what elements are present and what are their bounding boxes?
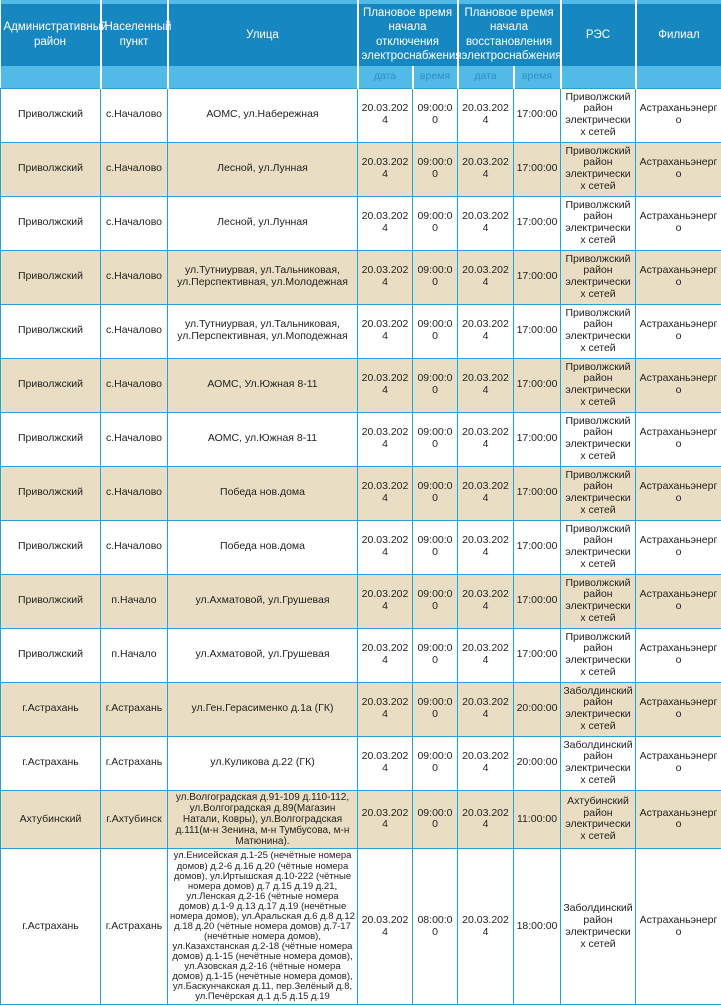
settlement-cell: г.Астрахань — [101, 849, 168, 1005]
restore-time-cell: 17:00:00 — [514, 142, 561, 196]
restore-time-cell: 17:00:00 — [514, 250, 561, 304]
res-cell: Приволжский район электрических сетей — [561, 520, 636, 574]
settlement-cell: с.Началово — [101, 358, 168, 412]
street-cell: ул.Енисейская д.1-25 (нечётные номера домов) д.2-6 д.16 д.20 (чётные номера домов), ул.Иртышская д.10-222 (чётные номера домов) д.7 д.15 д.19 д.21, ул.Ленская д.2-16 (чётные номера домов) д.1-9 д.13 д.17 д.19 (нечётные номера домов), ул.Аральская д.6 д.8 д.12 д.18 д.20 (чётные номера домов) д.7-17 (нечётные номера домов), ул.Казахстанская д.2-18 (чётные номера домов) д.1-15 (нечётные номера домов), ул.Азовская д.2-16 (чётные номера домов) д.1-15 (нечётные номера домов), ул.Баскунчакская д.11, пер.Зелёный д.8, ул.Печёрская д.1 д.5 д.15 д.19 — [168, 849, 358, 1005]
table-row — [1, 574, 721, 628]
subheader-outage-date: дата — [358, 66, 413, 89]
branch-cell: Астраханьэнерго — [636, 196, 721, 250]
col-header-res: РЭС — [561, 4, 636, 66]
header-row — [1, 4, 721, 66]
outage-time-cell: 09:00:00 — [413, 466, 458, 520]
street-cell: ул.Тутниурвая, ул.Тальниковая, ул.Перспективная, ул.Молодежная — [168, 250, 358, 304]
outage-time-cell: 09:00:00 — [413, 628, 458, 682]
branch-cell: Астраханьэнерго — [636, 682, 721, 736]
outage-date-cell: 20.03.2024 — [358, 849, 413, 1005]
outage-time-cell: 09:00:00 — [413, 790, 458, 849]
street-cell: Лесной, ул.Лунная — [168, 196, 358, 250]
outage-date-cell: 20.03.2024 — [358, 196, 413, 250]
branch-cell: Астраханьэнерго — [636, 88, 721, 142]
restore-time-cell: 11:00:00 — [514, 790, 561, 849]
restore-time-cell: 17:00:00 — [514, 628, 561, 682]
restore-date-cell: 20.03.2024 — [458, 250, 514, 304]
district-cell: Приволжский — [1, 304, 101, 358]
street-cell: ул.Ген.Герасименко д.1а (ГК) — [168, 682, 358, 736]
res-cell: Ахтубинский район электрических сетей — [561, 790, 636, 849]
outage-time-cell: 09:00:00 — [413, 250, 458, 304]
district-cell: Приволжский — [1, 574, 101, 628]
outage-time-cell: 09:00:00 — [413, 304, 458, 358]
restore-date-cell: 20.03.2024 — [458, 304, 514, 358]
res-cell: Приволжский район электрических сетей — [561, 304, 636, 358]
table-body — [1, 88, 721, 1005]
res-cell: Заболдинский район электрических сетей — [561, 736, 636, 790]
settlement-cell: с.Началово — [101, 520, 168, 574]
res-cell: Заболдинский район электрических сетей — [561, 682, 636, 736]
table-row — [1, 250, 721, 304]
settlement-cell: с.Началово — [101, 466, 168, 520]
district-cell: г.Астрахань — [1, 849, 101, 1005]
district-cell: г.Астрахань — [1, 682, 101, 736]
restore-time-cell: 20:00:00 — [514, 736, 561, 790]
restore-time-cell: 17:00:00 — [514, 412, 561, 466]
table-row — [1, 304, 721, 358]
subheader-outage-time: время — [413, 66, 458, 89]
branch-cell: Астраханьэнерго — [636, 849, 721, 1005]
outage-date-cell: 20.03.2024 — [358, 574, 413, 628]
res-cell: Приволжский район электрических сетей — [561, 250, 636, 304]
subheader-empty — [636, 66, 721, 89]
col-header-street: Улица — [168, 4, 358, 66]
outage-date-cell: 20.03.2024 — [358, 466, 413, 520]
street-cell: АОМС, ул.Южная 8-11 — [168, 412, 358, 466]
restore-date-cell: 20.03.2024 — [458, 358, 514, 412]
outage-time-cell: 08:00:00 — [413, 849, 458, 1005]
outage-time-cell: 09:00:00 — [413, 196, 458, 250]
table-row — [1, 790, 721, 849]
district-cell: Приволжский — [1, 520, 101, 574]
branch-cell: Астраханьэнерго — [636, 142, 721, 196]
subheader-restore-time: время — [514, 66, 561, 89]
settlement-cell: с.Началово — [101, 304, 168, 358]
restore-date-cell: 20.03.2024 — [458, 466, 514, 520]
district-cell: Приволжский — [1, 250, 101, 304]
settlement-cell: с.Началово — [101, 196, 168, 250]
outage-date-cell: 20.03.2024 — [358, 88, 413, 142]
settlement-cell: п.Начало — [101, 628, 168, 682]
district-cell: Приволжский — [1, 88, 101, 142]
res-cell: Приволжский район электрических сетей — [561, 196, 636, 250]
branch-cell: Астраханьэнерго — [636, 250, 721, 304]
restore-time-cell: 17:00:00 — [514, 358, 561, 412]
restore-date-cell: 20.03.2024 — [458, 574, 514, 628]
branch-cell: Астраханьэнерго — [636, 304, 721, 358]
res-cell: Приволжский район электрических сетей — [561, 88, 636, 142]
col-header-branch: Филиал — [636, 4, 721, 66]
subheader-empty — [101, 66, 168, 89]
restore-time-cell: 20:00:00 — [514, 682, 561, 736]
restore-date-cell: 20.03.2024 — [458, 520, 514, 574]
restore-date-cell: 20.03.2024 — [458, 196, 514, 250]
restore-date-cell: 20.03.2024 — [458, 682, 514, 736]
outage-time-cell: 09:00:00 — [413, 736, 458, 790]
table-row — [1, 358, 721, 412]
restore-time-cell: 17:00:00 — [514, 574, 561, 628]
subheader-empty — [561, 66, 636, 89]
outage-time-cell: 09:00:00 — [413, 682, 458, 736]
district-cell: Приволжский — [1, 142, 101, 196]
outage-date-cell: 20.03.2024 — [358, 412, 413, 466]
settlement-cell: г.Астрахань — [101, 682, 168, 736]
restore-time-cell: 18:00:00 — [514, 849, 561, 1005]
street-cell: Лесной, ул.Лунная — [168, 142, 358, 196]
restore-date-cell: 20.03.2024 — [458, 142, 514, 196]
col-header-settlement: Населенный пункт — [101, 4, 168, 66]
res-cell: Приволжский район электрических сетей — [561, 466, 636, 520]
table-row — [1, 196, 721, 250]
settlement-cell: с.Началово — [101, 250, 168, 304]
outage-time-cell: 09:00:00 — [413, 574, 458, 628]
district-cell: г.Астрахань — [1, 736, 101, 790]
outage-time-cell: 09:00:00 — [413, 358, 458, 412]
res-cell: Приволжский район электрических сетей — [561, 412, 636, 466]
street-cell: АОМС, Ул.Южная 8-11 — [168, 358, 358, 412]
branch-cell: Астраханьэнерго — [636, 466, 721, 520]
outage-date-cell: 20.03.2024 — [358, 520, 413, 574]
outage-date-cell: 20.03.2024 — [358, 682, 413, 736]
settlement-cell: с.Началово — [101, 412, 168, 466]
district-cell: Приволжский — [1, 412, 101, 466]
outage-date-cell: 20.03.2024 — [358, 250, 413, 304]
res-cell: Приволжский район электрических сетей — [561, 358, 636, 412]
table-row — [1, 628, 721, 682]
branch-cell: Астраханьэнерго — [636, 736, 721, 790]
outage-date-cell: 20.03.2024 — [358, 736, 413, 790]
street-cell: ул.Ахматовой, ул.Грушевая — [168, 628, 358, 682]
street-cell: ул.Ахматовой, ул.Грушевая — [168, 574, 358, 628]
street-cell: ул.Куликова д.22 (ГК) — [168, 736, 358, 790]
street-cell: АОМС, ул.Набережная — [168, 88, 358, 142]
res-cell: Заболдинский район электрических сетей — [561, 849, 636, 1005]
restore-date-cell: 20.03.2024 — [458, 628, 514, 682]
settlement-cell: с.Началово — [101, 142, 168, 196]
col-header-restore-start: Плановое время начала восстановления электроснабжения — [458, 4, 561, 66]
branch-cell: Астраханьэнерго — [636, 520, 721, 574]
branch-cell: Астраханьэнерго — [636, 412, 721, 466]
table-row — [1, 682, 721, 736]
district-cell: Приволжский — [1, 628, 101, 682]
subheader-restore-date: дата — [458, 66, 514, 89]
branch-cell: Астраханьэнерго — [636, 574, 721, 628]
table-row — [1, 736, 721, 790]
restore-date-cell: 20.03.2024 — [458, 88, 514, 142]
restore-date-cell: 20.03.2024 — [458, 849, 514, 1005]
res-cell: Приволжский район электрических сетей — [561, 628, 636, 682]
restore-time-cell: 17:00:00 — [514, 304, 561, 358]
street-cell: ул.Тутниурвая, ул.Тальниковая, ул.Перспективная, ул.Моподежная — [168, 304, 358, 358]
outage-time-cell: 09:00:00 — [413, 412, 458, 466]
outage-time-cell: 09:00:00 — [413, 142, 458, 196]
restore-date-cell: 20.03.2024 — [458, 736, 514, 790]
col-header-outage-start: Плановое время начала отключения электроснабжения — [358, 4, 458, 66]
restore-date-cell: 20.03.2024 — [458, 412, 514, 466]
branch-cell: Астраханьэнерго — [636, 790, 721, 849]
table-row — [1, 466, 721, 520]
restore-time-cell: 17:00:00 — [514, 520, 561, 574]
settlement-cell: с.Началово — [101, 88, 168, 142]
settlement-cell: г.Астрахань — [101, 736, 168, 790]
table-row — [1, 142, 721, 196]
table-row — [1, 520, 721, 574]
settlement-cell: г.Ахтубинск — [101, 790, 168, 849]
street-cell: Победа нов.дома — [168, 520, 358, 574]
outage-time-cell: 09:00:00 — [413, 520, 458, 574]
outage-date-cell: 20.03.2024 — [358, 790, 413, 849]
restore-date-cell: 20.03.2024 — [458, 790, 514, 849]
district-cell: Приволжский — [1, 466, 101, 520]
res-cell: Приволжский район электрических сетей — [561, 142, 636, 196]
district-cell: Приволжский — [1, 196, 101, 250]
outage-date-cell: 20.03.2024 — [358, 628, 413, 682]
table-row — [1, 88, 721, 142]
res-cell: Приволжский район электрических сетей — [561, 574, 636, 628]
restore-time-cell: 17:00:00 — [514, 196, 561, 250]
branch-cell: Астраханьэнерго — [636, 358, 721, 412]
outage-time-cell: 09:00:00 — [413, 88, 458, 142]
table-row — [1, 849, 721, 1005]
outage-date-cell: 20.03.2024 — [358, 304, 413, 358]
outage-date-cell: 20.03.2024 — [358, 358, 413, 412]
district-cell: Приволжский — [1, 358, 101, 412]
restore-time-cell: 17:00:00 — [514, 466, 561, 520]
restore-time-cell: 17:00:00 — [514, 88, 561, 142]
street-cell: Победа нов.дома — [168, 466, 358, 520]
settlement-cell: п.Начало — [101, 574, 168, 628]
subheader-row — [1, 66, 721, 89]
col-header-district: Административный район — [1, 4, 101, 66]
branch-cell: Астраханьэнерго — [636, 628, 721, 682]
district-cell: Ахтубинский — [1, 790, 101, 849]
subheader-empty — [168, 66, 358, 89]
table-header — [1, 0, 721, 88]
subheader-empty — [1, 66, 101, 89]
table-row — [1, 412, 721, 466]
street-cell: ул.Волгоградская д.91-109 д.110-112, ул.Волгоградская д.89(Магазин Натали, Ковры), ул.Волгоградская д.111(м-н Зенина, м-н Тумбусова, м-н Матюнина). — [168, 790, 358, 849]
outage-date-cell: 20.03.2024 — [358, 142, 413, 196]
